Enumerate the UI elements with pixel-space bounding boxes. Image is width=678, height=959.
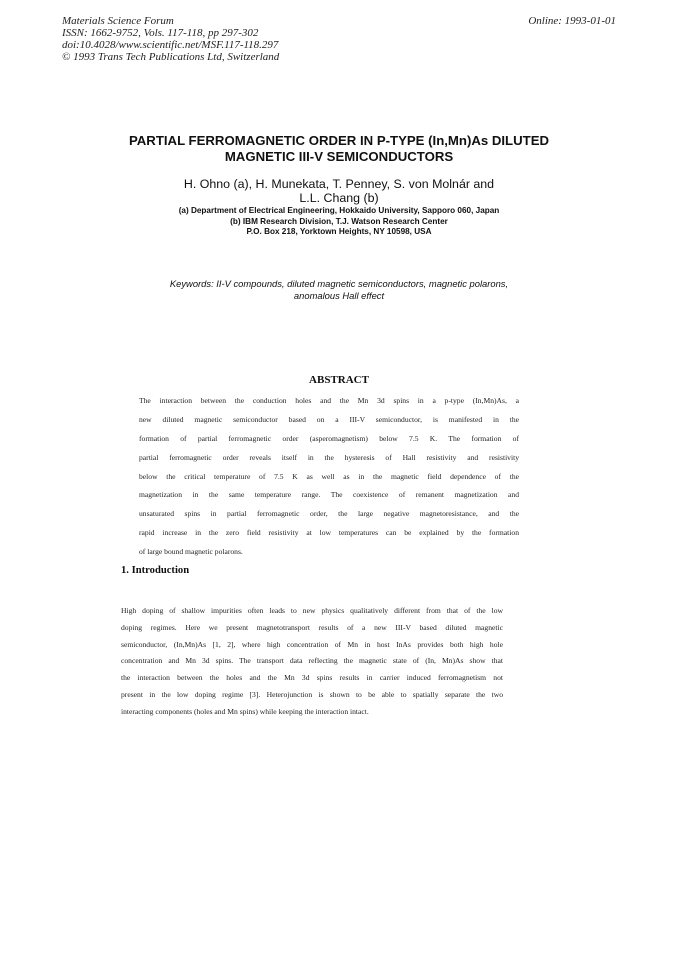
intro-line: the interaction between the holes and the Mn 3d spins results in carrier induced ferromagnetism not [121,673,503,683]
keywords [100,278,578,301]
journal-header [62,15,279,63]
intro-line: interacting components (holes and Mn spins) while keeping the interaction intact. [121,706,369,716]
abstract-line: partial ferromagnetic order reveals itself in the hysteresis of Hall resistivity and resistivity [139,452,519,462]
abstract-line: rapid increase in the zero field resistivity at low temperatures can be explained by the formation [139,528,519,538]
intro-line: doping regimes. Here we present magnetotransport results of a new III-V based diluted magnetic [121,622,503,632]
introduction-body [121,606,503,724]
author-line: L.L. Chang (b) [299,191,379,205]
title-line: MAGNETIC III-V SEMICONDUCTORS [224,149,454,164]
affiliation-line: P.O. Box 218, Yorktown Heights, NY 10598, USA [246,227,432,236]
abstract-line: formation of partial ferromagnetic order (asperomagnetism) below 7.5 K. The formation of [139,433,519,443]
keywords-line: Keywords: II-V compounds, diluted magnetic semiconductors, magnetic polarons, [169,278,509,289]
abstract-body [139,396,519,566]
abstract-line: unsaturated spins in partial ferromagnetic order, the large negative magnetoresistance, and the [139,509,519,519]
journal-name: Materials Science Forum [62,15,174,27]
journal-doi: doi:10.4028/www.scientific.net/MSF.117-118.297 [62,39,279,51]
abstract-line: new diluted magnetic semiconductor based on a III-V semiconductor, is manifested in the [139,414,519,424]
abstract-line: magnetization in the same temperature range. The coexistence of remanent magnetization and [139,490,519,500]
paper-title [100,133,578,165]
abstract-line: The interaction between the conduction holes and the Mn 3d spins in a p-type (In,Mn)As, a [139,396,519,405]
author-line: H. Ohno (a), H. Munekata, T. Penney, S. von Molnár and [183,177,495,191]
affiliations [100,206,578,238]
intro-line: High doping of shallow impurities often leads to new physics qualitatively different from that of the low [121,606,503,615]
keywords-line: anomalous Hall effect [293,289,385,301]
abstract-line: of large bound magnetic polarons. [139,547,243,557]
online-date: Online: 1993-01-01 [528,15,616,27]
intro-line: semiconductor, (In,Mn)As [1, 2], where high concentration of Mn in host InAs provides both high hole [121,639,503,649]
abstract-heading: ABSTRACT [309,374,369,386]
intro-line: concentration and Mn 3d spins. The transport data reflecting the magnetic state of (In, Mn)As show that [121,656,503,666]
affiliation-line: (a) Department of Electrical Engineering, Hokkaido University, Sapporo 060, Japan [178,206,500,215]
author-list [100,177,578,205]
title-line: PARTIAL FERROMAGNETIC ORDER IN P-TYPE (In,Mn)As DILUTED [128,133,550,148]
journal-issn: ISSN: 1662-9752, Vols. 117-118, pp 297-302 [62,27,259,39]
affiliation-line: (b) IBM Research Division, T.J. Watson Research Center [230,216,448,226]
section-heading-introduction: 1. Introduction [121,565,190,576]
journal-copyright: © 1993 Trans Tech Publications Ltd, Switzerland [62,51,280,63]
abstract-line: below the critical temperature of 7.5 K as well as in the magnetic field dependence of the [139,471,519,481]
intro-line: present in the low doping regime [3]. Heterojunction is shown to be able to spatially separate the two [121,689,503,699]
